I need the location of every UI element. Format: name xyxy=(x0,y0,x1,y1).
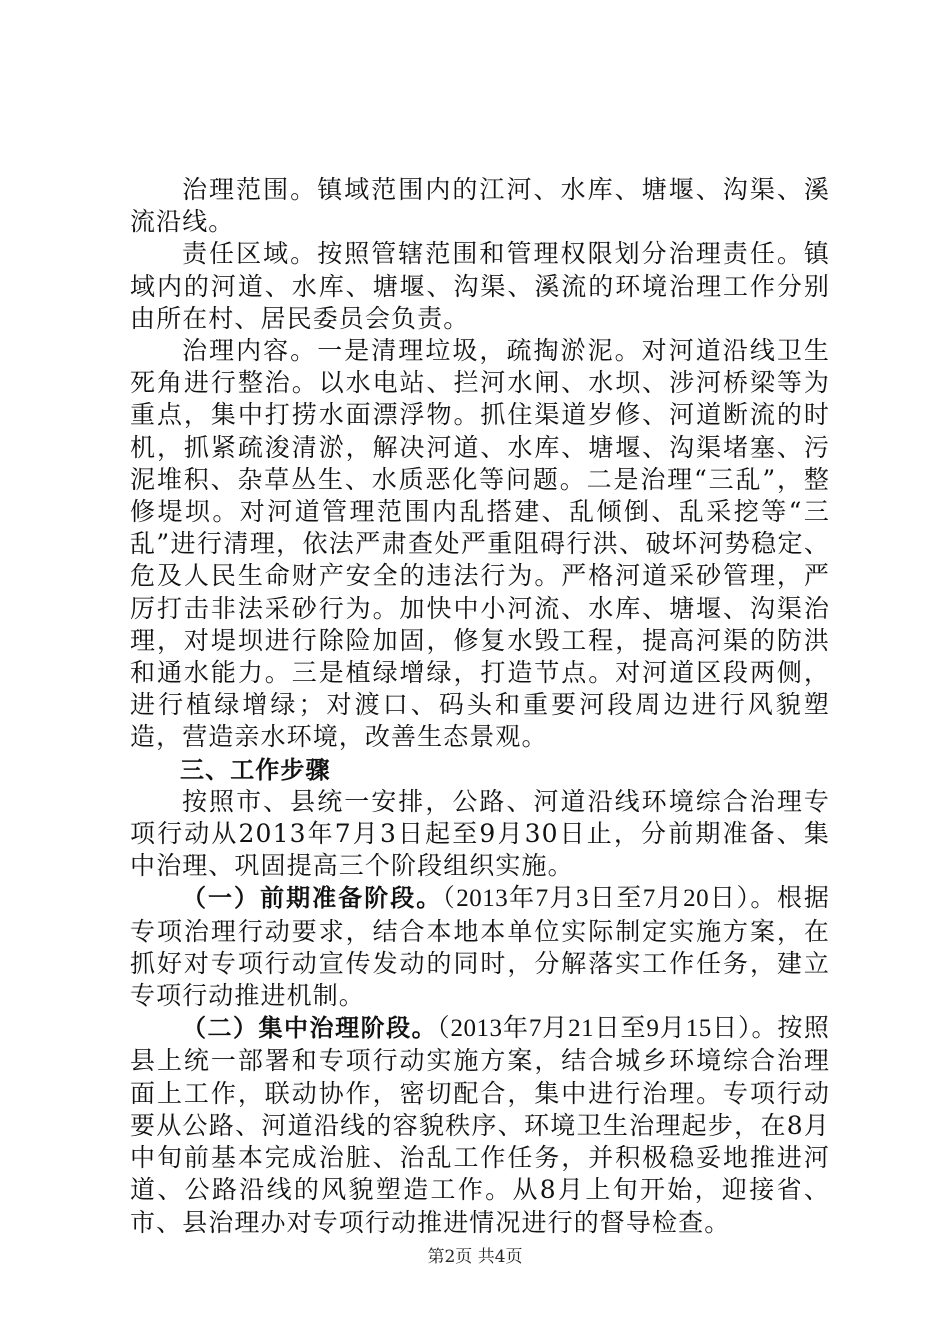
stage-2-text: 按照县上统一部署和专项行动实施方案，结合城乡环境综合治理面上工作，联动协作，密切配合，集中进行治理。专项行动要从公路、河道沿线的容貌秩序、环境卫生治理起步，在8月中旬前基本完成治脏、治乱工作任务，并积极稳妥地推进河道、公路沿线的风貌塑造工作。从8月上旬开始，迎接省、市、县治理办对专项行动推进情况进行的督导检查。 xyxy=(130,1013,831,1237)
section-heading: 三、工作步骤 xyxy=(180,755,331,784)
paragraph-scope: 治理范围。镇域范围内的江河、水库、塘堰、沟渠、溪流沿线。 xyxy=(130,175,830,237)
stage-1-text: 根据专项治理行动要求，结合本地本单位实际制定实施方案，在抓好对专项行动宣传发动的同时，分解落实工作任务，建立专项行动推进机制。 xyxy=(130,883,830,1011)
paragraph-steps-intro: 按照市、县统一安排，公路、河道沿线环境综合治理专项行动从2013年7月3日起至9月30日止，分前期准备、集中治理、巩固提高三个阶段组织实施。 xyxy=(130,786,830,881)
stage-1-title: （一）前期准备阶段。 xyxy=(182,884,443,913)
stage-1-date: （2013年7月3日至7月20日）。 xyxy=(442,885,777,913)
paragraph-stage-2 xyxy=(130,1012,830,1238)
paragraph-responsibility: 责任区域。按照管辖范围和管理权限划分治理责任。镇域内的河道、水库、塘堰、沟渠、溪流的环境治理工作分别由所在村、居民委员会负责。 xyxy=(130,239,830,333)
paragraph-content: 治理内容。一是清理垃圾，疏掏淤泥。对河道沿线卫生死角进行整治。以水电站、拦河水闸、水坝、涉河桥梁等为重点，集中打捞水面漂浮物。抓住渠道岁修、河道断流的时机，抓紧疏浚清淤，解决河道、水库、塘堰、沟渠堵塞、污泥堆积、杂草丛生、水质恶化等问题。二是治理“三乱”，整修堤坝。对河道管理范围内乱搭建、乱倾倒、乱采挖等“三乱”进行清理，依法严肃查处严重阻碍行洪、破坏河势稳定、危及人民生命财产安全的违法行为。严格河道采砂管理，严厉打击非法采砂行为。加快中小河流、水库、塘堰、沟渠治理，对堤坝进行除险加固，修复水毁工程，提高河渠的防洪和通水能力。三是植绿增绿，打造节点。对河道区段两侧，进行植绿增绿；对渡口、码头和重要河段周边进行风貌塑造，营造亲水环境，改善生态景观。 xyxy=(130,336,830,752)
stage-2-date: （2013年7月21日至9月15日）。 xyxy=(437,1015,778,1043)
stage-2-title: （二）集中治理阶段。 xyxy=(182,1014,438,1043)
paragraph-stage-1 xyxy=(130,882,830,1012)
document-body xyxy=(130,174,830,1239)
page-footer: 第2页 共4页 xyxy=(427,1247,523,1267)
